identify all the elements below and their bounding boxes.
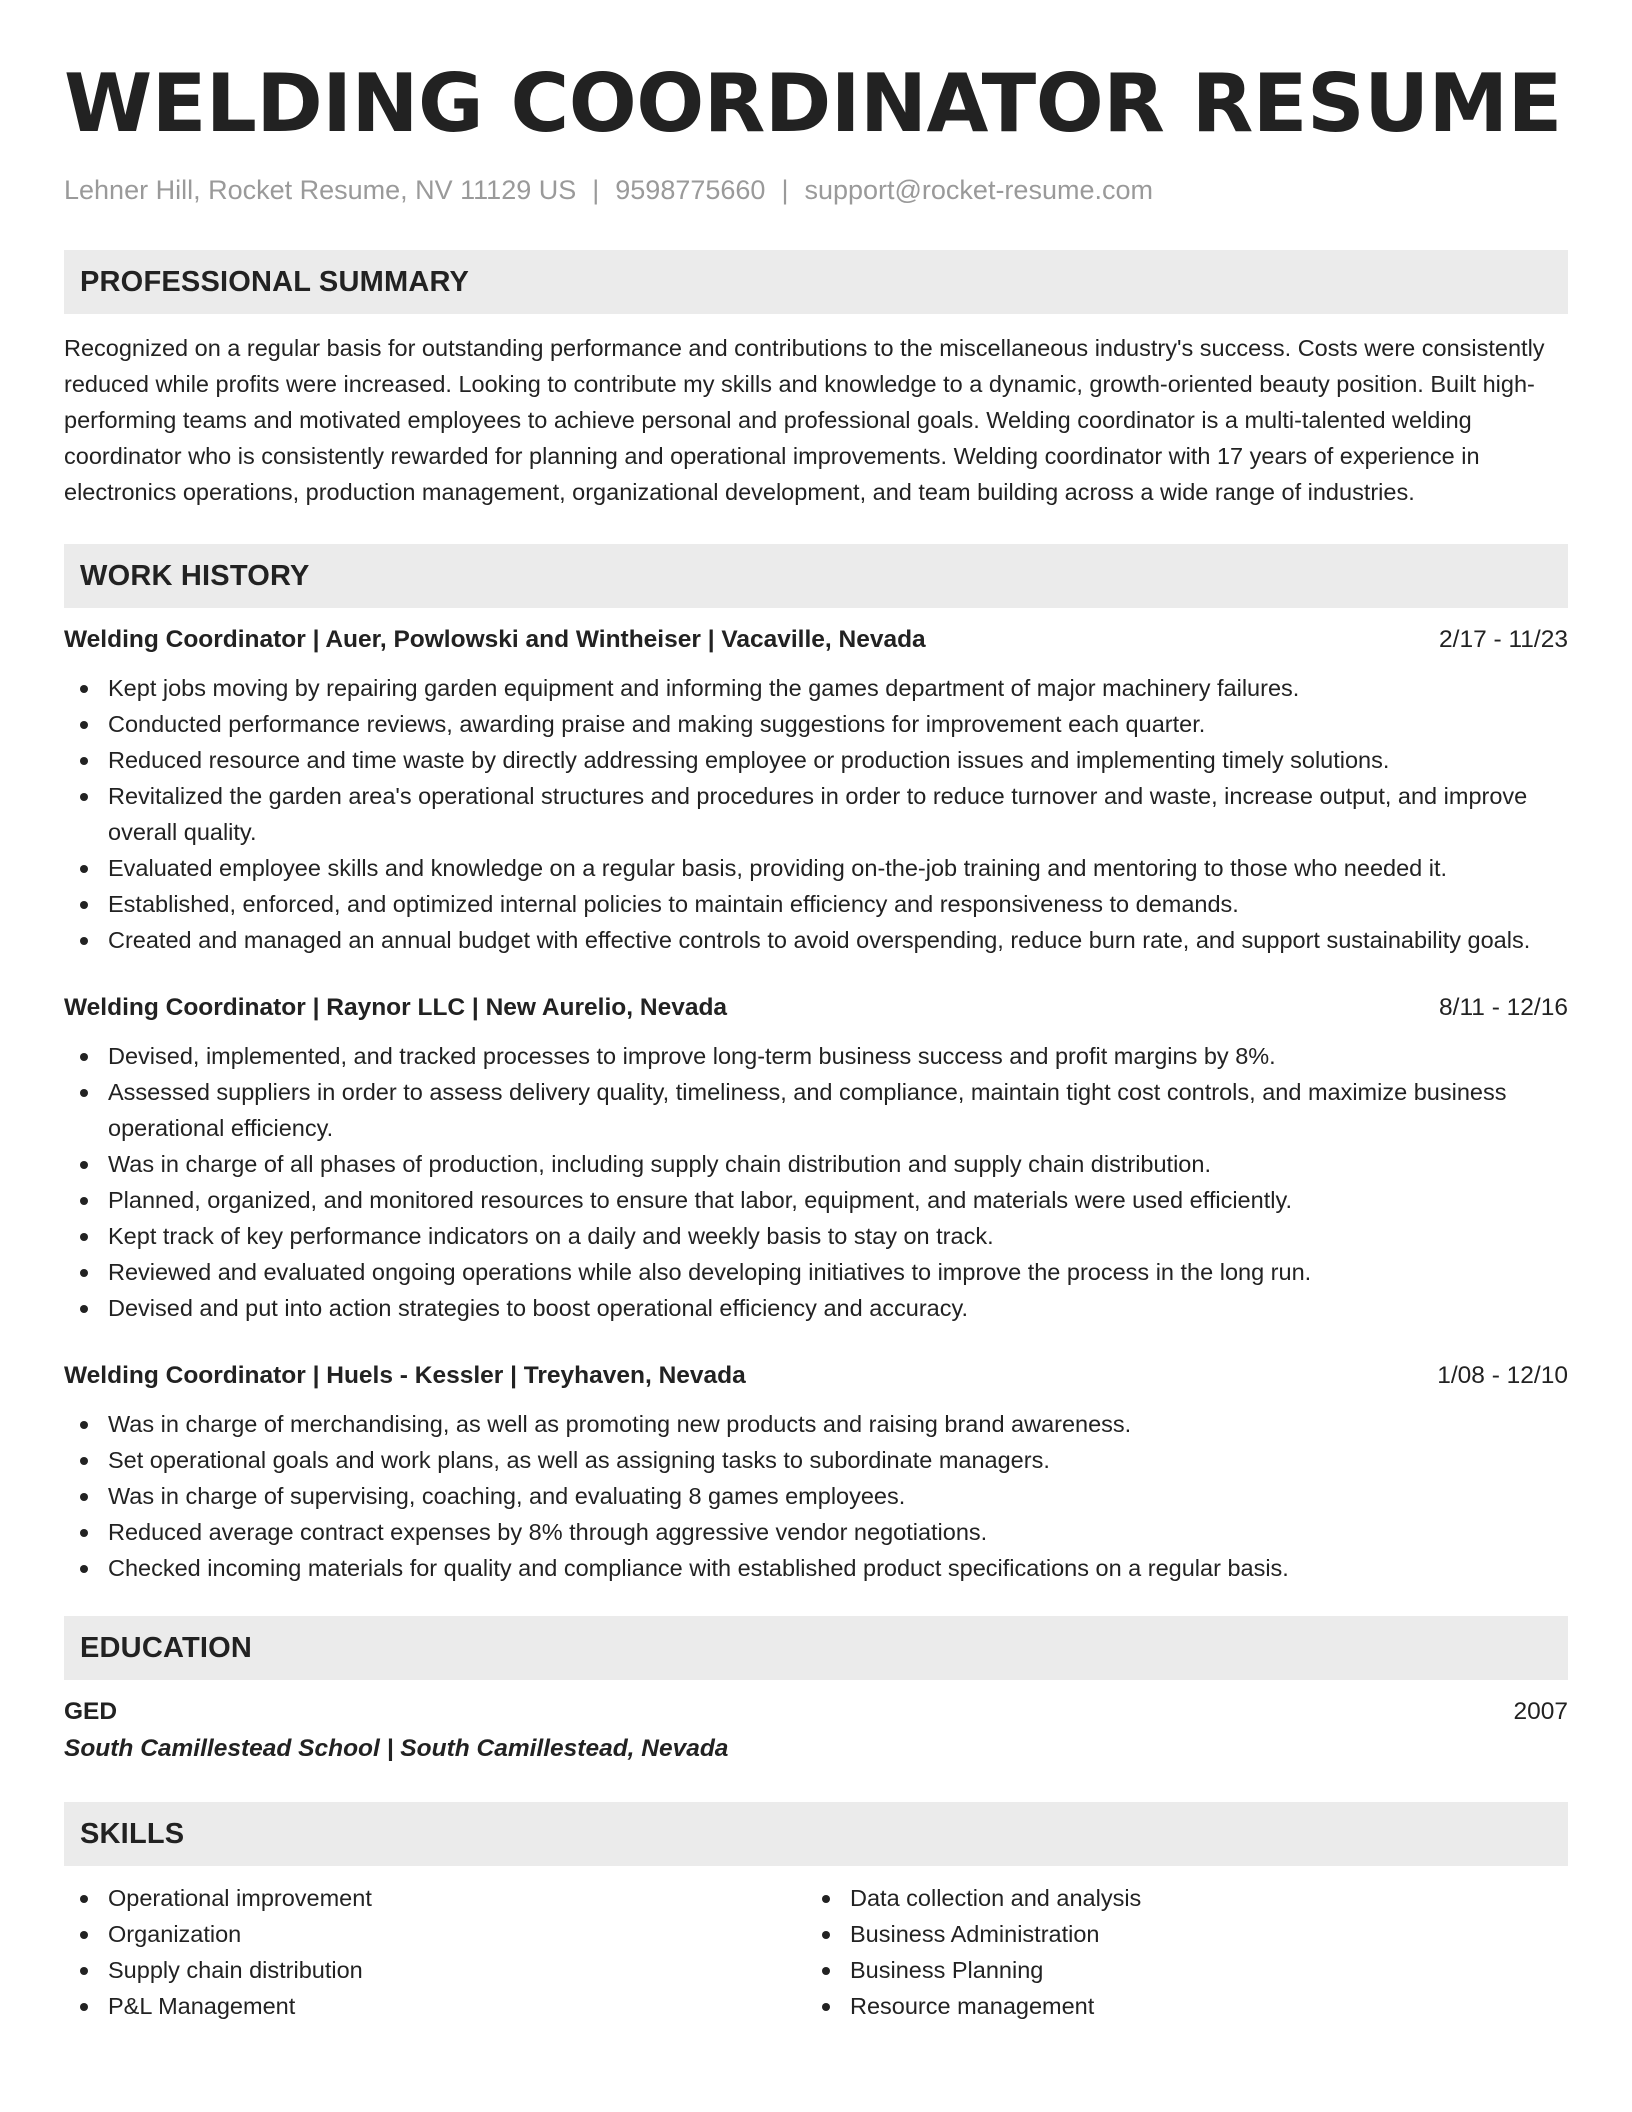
job-header	[64, 990, 1568, 1026]
skill-item: Business Planning	[806, 1952, 1548, 1988]
contact-phone: 9598775660	[615, 175, 766, 205]
job-dates: 2/17 - 11/23	[1439, 626, 1568, 653]
job-title: Welding Coordinator | Raynor LLC | New Aurelio, Nevada	[64, 994, 728, 1021]
skills-list	[64, 1880, 1568, 2024]
summary-text: Recognized on a regular basis for outstanding performance and contributions to the miscellaneous industry's success. Costs were consistently reduced while profits were increased. Looking to contribute my skills and knowledge to a dynamic, growth-oriented beauty position. Built high-performing teams and motivated employees to achieve personal and professional goals. Welding coordinator is a multi-talented welding coordinator who is consistently rewarded for planning and operational improvements. Welding coordinator with 17 years of experience in electronics operations, production management, organizational development, and team building across a wide range of industries.	[64, 335, 1545, 505]
skill-item: Organization	[64, 1916, 806, 1952]
bullet-item: Was in charge of all phases of production, including supply chain distribution and supply chain distribution.	[64, 1146, 1568, 1182]
skills-column-right	[806, 1880, 1548, 2024]
contact-separator: |	[592, 175, 600, 205]
bullet-item: Evaluated employee skills and knowledge on a regular basis, providing on-the-job training and mentoring to those who needed it.	[64, 850, 1568, 886]
bullet-item: Revitalized the garden area's operational structures and procedures in order to reduce turnover and waste, increase output, and improve overall quality.	[64, 778, 1568, 850]
bullet-item: Was in charge of merchandising, as well as promoting new products and raising brand awareness.	[64, 1406, 1568, 1442]
bullet-item: Devised and put into action strategies to boost operational efficiency and accuracy.	[64, 1290, 1568, 1326]
bullet-item: Kept jobs moving by repairing garden equipment and informing the games department of major machinery failures.	[64, 670, 1568, 706]
education-entry	[64, 1694, 1568, 1768]
bullet-item: Reduced average contract expenses by 8% through aggressive vendor negotiations.	[64, 1514, 1568, 1550]
bullet-item: Checked incoming materials for quality and compliance with established product specifications on a regular basis.	[64, 1550, 1568, 1586]
skill-item: Operational improvement	[64, 1880, 806, 1916]
bullet-item: Created and managed an annual budget with effective controls to avoid overspending, reduce burn rate, and support sustainability goals.	[64, 922, 1568, 958]
education-school: South Camillestead School | South Camillestead, Nevada	[64, 1735, 729, 1762]
job-entry	[64, 990, 1568, 1326]
education-year: 2007	[1513, 1698, 1568, 1725]
skill-item: Data collection and analysis	[806, 1880, 1548, 1916]
contact-email: support@rocket-resume.com	[804, 175, 1153, 205]
job-title: Welding Coordinator | Auer, Powlowski and Wintheiser | Vacaville, Nevada	[64, 626, 926, 653]
job-title: Welding Coordinator | Huels - Kessler | Treyhaven, Nevada	[64, 1362, 746, 1389]
bullet-item: Conducted performance reviews, awarding praise and making suggestions for improvement each quarter.	[64, 706, 1568, 742]
bullet-item: Reduced resource and time waste by directly addressing employee or production issues and implementing timely solutions.	[64, 742, 1568, 778]
section-heading-work: WORK HISTORY	[64, 544, 1568, 608]
bullet-item: Devised, implemented, and tracked processes to improve long-term business success and profit margins by 8%.	[64, 1038, 1568, 1074]
job-bullets	[64, 670, 1568, 958]
job-header	[64, 622, 1568, 658]
section-heading-skills: SKILLS	[64, 1802, 1568, 1866]
contact-line	[64, 172, 1568, 208]
job-dates: 8/11 - 12/16	[1439, 994, 1568, 1021]
resume-title: WELDING COORDINATOR RESUME	[64, 57, 1562, 150]
skill-item: Business Administration	[806, 1916, 1548, 1952]
skill-item: Supply chain distribution	[64, 1952, 806, 1988]
skill-item: Resource management	[806, 1988, 1548, 2024]
bullet-item: Planned, organized, and monitored resources to ensure that labor, equipment, and materials were used efficiently.	[64, 1182, 1568, 1218]
bullet-item: Set operational goals and work plans, as well as assigning tasks to subordinate managers.	[64, 1442, 1568, 1478]
contact-address: Lehner Hill, Rocket Resume, NV 11129 US	[64, 175, 577, 205]
contact-separator: |	[781, 175, 789, 205]
job-header	[64, 1358, 1568, 1394]
skill-item: P&L Management	[64, 1988, 806, 2024]
skills-column-left	[64, 1880, 806, 2024]
job-bullets	[64, 1406, 1568, 1586]
education-degree: GED	[64, 1698, 118, 1725]
section-heading-education: EDUCATION	[64, 1616, 1568, 1680]
bullet-item: Kept track of key performance indicators on a daily and weekly basis to stay on track.	[64, 1218, 1568, 1254]
job-dates: 1/08 - 12/10	[1437, 1362, 1568, 1389]
job-entry	[64, 1358, 1568, 1586]
bullet-item: Reviewed and evaluated ongoing operations while also developing initiatives to improve the process in the long run.	[64, 1254, 1568, 1290]
education-header	[64, 1694, 1568, 1730]
bullet-item: Established, enforced, and optimized internal policies to maintain efficiency and responsiveness to demands.	[64, 886, 1568, 922]
section-heading-summary: PROFESSIONAL SUMMARY	[64, 250, 1568, 314]
job-entry	[64, 622, 1568, 958]
bullet-item: Assessed suppliers in order to assess delivery quality, timeliness, and compliance, maintain tight cost controls, and maximize business operational efficiency.	[64, 1074, 1568, 1146]
job-bullets	[64, 1038, 1568, 1326]
resume-page	[64, 50, 1568, 2024]
bullet-item: Was in charge of supervising, coaching, and evaluating 8 games employees.	[64, 1478, 1568, 1514]
